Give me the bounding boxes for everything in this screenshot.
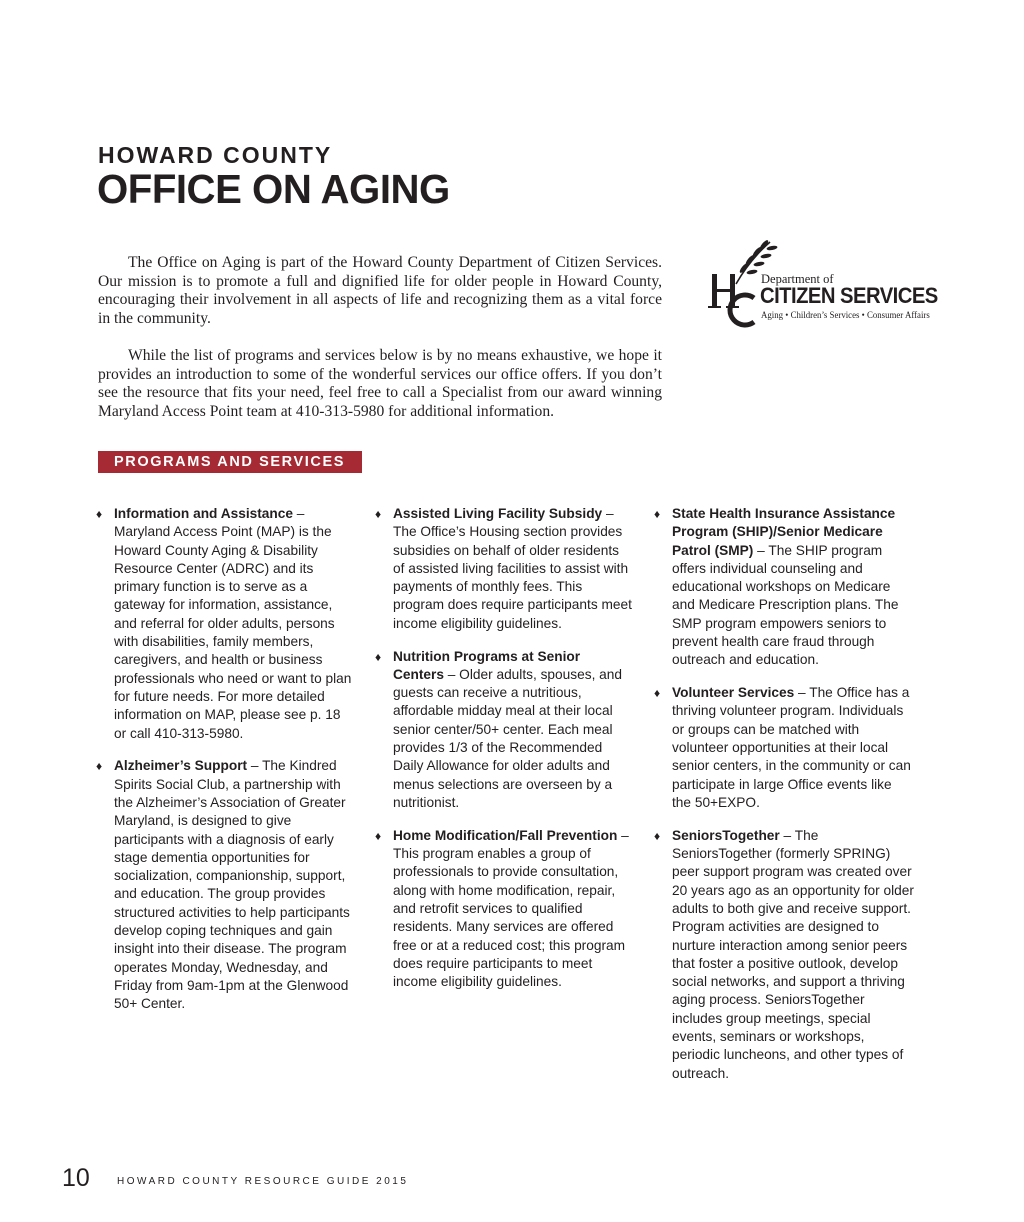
service-description: – Older adults, spouses, and guests can receive a nutritious, affordable midday meal at their local senior center/50+ center. Each meal provides 1/3 of the Recommended Daily Allowance for older adults and menus selections are overseen by a nutritionist.	[393, 666, 623, 810]
service-description: – This program enables a group of professionals to provide consultation, along with home modification, repair, and retrofit services to qualified residents. Many services are offered free or at a reduced cost; this program does require participants to meet income eligibility guidelines.	[393, 827, 629, 990]
service-item	[654, 827, 914, 1083]
logo-tagline: Aging • Children’s Services • Consumer Affairs	[761, 310, 930, 321]
diamond-bullet-icon: ♦	[375, 507, 382, 521]
service-item	[375, 648, 633, 813]
service-description: – The Office has a thriving volunteer program. Individuals or groups can be matched with volunteer opportunities at their local senior centers, in the community or can participate in large Office events like the 50+EXPO.	[672, 685, 911, 810]
logo-department-text: Department of	[761, 272, 834, 286]
service-item	[654, 684, 914, 812]
page-number: 10	[62, 1164, 90, 1192]
service-description: – Maryland Access Point (MAP) is the Howard County Aging & Disability Resource Center (ADRC) and its primary function is to serve as a gateway for information, assistance, and referral for older adults, persons with disabilities, family members, caregivers, and health or business professionals who need or want to plan for future needs. For more detailed information on MAP, please see p. 18 or call 410-313-5980.	[114, 506, 352, 741]
service-name: Assisted Living Facility Subsidy	[393, 506, 603, 521]
service-item	[96, 757, 352, 1013]
diamond-bullet-icon: ♦	[654, 686, 661, 701]
section-header-programs: PROGRAMS AND SERVICES	[98, 451, 362, 473]
running-footer: HOWARD COUNTY RESOURCE GUIDE 2015	[117, 1176, 409, 1187]
page-title: OFFICE ON AGING	[97, 166, 450, 212]
services-column-3	[654, 505, 914, 1097]
service-name: Information and Assistance	[114, 506, 293, 521]
section-kicker: HOWARD COUNTY	[98, 142, 333, 168]
intro-paragraph-mission: The Office on Aging is part of the Howard County Department of Citizen Services. Our mission is to promote a full and dignified life for older people in Howard County, encouraging their involvement in all aspects of life and recognizing them as a vital force in the community.	[98, 254, 662, 327]
service-description: – The SeniorsTogether (formerly SPRING) peer support program was created over 20 years ago as an opportunity for older adults to both give and receive support. Program activities are designed to nurture interaction among senior peers that foster a positive outlook, develop social networks, and support a thriving aging process. SeniorsTogether includes group meetings, special events, seminars or workshops, periodic luncheons, and other types of outreach.	[672, 827, 914, 1081]
diamond-bullet-icon: ♦	[375, 649, 382, 664]
service-item	[375, 827, 633, 992]
diamond-bullet-icon: ♦	[654, 507, 661, 521]
service-name: Volunteer Services	[672, 685, 795, 701]
diamond-bullet-icon: ♦	[96, 759, 103, 774]
service-description: – The SHIP program offers individual counseling and educational workshops on Medicare and Medicare Prescription plans. The SMP program empowers seniors to prevent health care fraud through outreach and education.	[672, 542, 899, 668]
service-name: Nutrition Programs at Senior Centers	[393, 648, 581, 682]
diamond-bullet-icon: ♦	[654, 828, 661, 843]
diamond-bullet-icon: ♦	[375, 828, 382, 843]
service-description: – The Office’s Housing section provides subsidies on behalf of older residents of assisted living facilities to assist with payments of monthly fees. This program does require participants meet income eligibility guidelines.	[393, 506, 632, 631]
logo-name-text: CITIZEN SERVICES	[760, 283, 938, 308]
services-column-1	[96, 505, 352, 1028]
service-name: SeniorsTogether	[672, 827, 780, 843]
intro-paragraph-resources: While the list of programs and services below is by no means exhaustive, we hope it provides an introduction to some of the wonderful services our office offers. If you don’t see the resource that fits your need, feel free to call a Specialist from our award winning Maryland Access Point team at 410-313-5980 for additional information.	[98, 347, 662, 420]
service-name: Alzheimer’s Support	[114, 758, 248, 774]
service-name: State Health Insurance Assistance Program (SHIP)/Senior Medicare Patrol (SMP)	[672, 506, 896, 558]
services-column-2	[375, 505, 633, 1006]
service-item	[375, 505, 633, 633]
service-item	[96, 505, 352, 743]
service-description: – The Kindred Spirits Social Club, a partnership with the Alzheimer’s Association of Greater Maryland, is designed to give participants with a diagnosis of early stage dementia opportunities for socialization, companionship, support, and education. The group provides structured activities to help participants develop coping techniques and gain insight into their disease. The program operates Monday, Wednesday, and Friday from 9am-1pm at the Glenwood 50+ Center.	[114, 758, 350, 1012]
service-item	[654, 505, 914, 670]
diamond-bullet-icon: ♦	[96, 507, 103, 521]
citizen-services-logo	[708, 236, 943, 328]
service-name: Home Modification/Fall Prevention	[393, 827, 618, 843]
